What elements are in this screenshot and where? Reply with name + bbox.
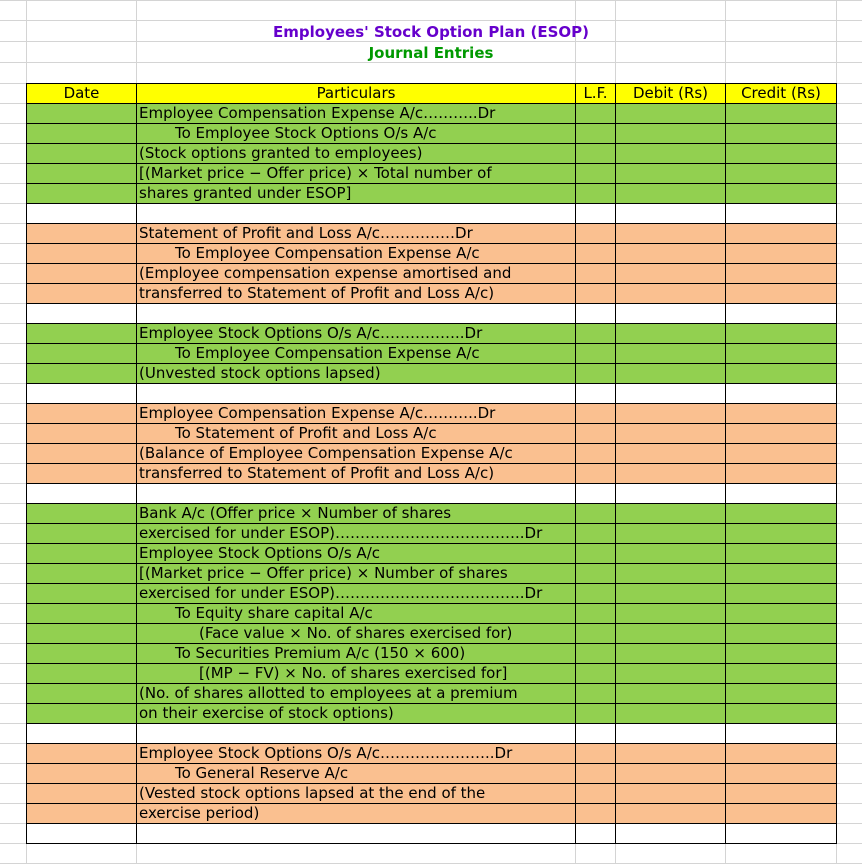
particulars-cell[interactable]: Bank A/c (Offer price × Number of shares — [137, 504, 576, 524]
particulars-cell[interactable] — [137, 384, 576, 404]
debit-cell[interactable] — [616, 124, 726, 144]
debit-cell[interactable] — [616, 724, 726, 744]
particulars-cell[interactable]: (Vested stock options lapsed at the end of the — [137, 784, 576, 804]
journal-row — [27, 664, 837, 684]
date-cell[interactable] — [27, 324, 137, 344]
debit-cell[interactable] — [616, 564, 726, 584]
particulars-cell[interactable]: To Equity share capital A/c — [137, 604, 576, 624]
credit-cell[interactable] — [726, 824, 837, 844]
journal-row — [27, 184, 837, 204]
lf-cell[interactable] — [576, 144, 616, 164]
credit-cell[interactable] — [726, 284, 837, 304]
particulars-cell[interactable]: transferred to Statement of Profit and Loss A/c) — [137, 464, 576, 484]
credit-cell[interactable] — [726, 224, 837, 244]
blank-row — [27, 304, 837, 324]
credit-cell[interactable] — [726, 784, 837, 804]
lf-cell[interactable] — [576, 304, 616, 324]
credit-cell[interactable] — [726, 524, 837, 544]
credit-cell[interactable] — [726, 724, 837, 744]
date-cell[interactable] — [27, 564, 137, 584]
debit-cell[interactable] — [616, 584, 726, 604]
header-particulars[interactable]: Particulars — [137, 84, 576, 104]
lf-cell[interactable] — [576, 504, 616, 524]
lf-cell[interactable] — [576, 264, 616, 284]
credit-cell[interactable] — [726, 484, 837, 504]
debit-cell[interactable] — [616, 284, 726, 304]
journal-row — [27, 104, 837, 124]
credit-cell[interactable] — [726, 624, 837, 644]
header-credit[interactable]: Credit (Rs) — [726, 84, 837, 104]
credit-cell[interactable] — [726, 184, 837, 204]
blank-row — [27, 484, 837, 504]
debit-cell[interactable] — [616, 304, 726, 324]
date-cell[interactable] — [27, 764, 137, 784]
blank-row — [27, 204, 837, 224]
debit-cell[interactable] — [616, 604, 726, 624]
journal-row — [27, 704, 837, 724]
lf-cell[interactable] — [576, 244, 616, 264]
debit-cell[interactable] — [616, 204, 726, 224]
credit-cell[interactable] — [726, 324, 837, 344]
particulars-cell[interactable]: Employee Stock Options O/s A/c — [137, 544, 576, 564]
particulars-cell[interactable]: on their exercise of stock options) — [137, 704, 576, 724]
journal-row — [27, 264, 837, 284]
particulars-cell[interactable]: To Statement of Profit and Loss A/c — [137, 424, 576, 444]
debit-cell[interactable] — [616, 144, 726, 164]
date-cell[interactable] — [27, 644, 137, 664]
particulars-cell[interactable]: exercised for under ESOP)………………………………..Dr — [137, 524, 576, 544]
lf-cell[interactable] — [576, 584, 616, 604]
header-row — [27, 84, 837, 104]
journal-row — [27, 564, 837, 584]
journal-row — [27, 644, 837, 664]
date-cell[interactable] — [27, 144, 137, 164]
credit-cell[interactable] — [726, 564, 837, 584]
page-title: Employees' Stock Option Plan (ESOP) — [273, 23, 589, 41]
particulars-cell[interactable]: Employee Stock Options O/s A/c…………………..Dr — [137, 744, 576, 764]
lf-cell[interactable] — [576, 184, 616, 204]
date-cell[interactable] — [27, 364, 137, 384]
particulars-cell[interactable]: [(MP − FV) × No. of shares exercised for] — [137, 664, 576, 684]
lf-cell[interactable] — [576, 704, 616, 724]
debit-cell[interactable] — [616, 544, 726, 564]
date-cell[interactable] — [27, 204, 137, 224]
credit-cell[interactable] — [726, 144, 837, 164]
journal-row — [27, 764, 837, 784]
particulars-cell[interactable]: Employee Stock Options O/s A/c……………..Dr — [137, 324, 576, 344]
credit-cell[interactable] — [726, 364, 837, 384]
particulars-cell[interactable] — [137, 724, 576, 744]
credit-cell[interactable] — [726, 164, 837, 184]
particulars-cell[interactable]: (Unvested stock options lapsed) — [137, 364, 576, 384]
particulars-cell[interactable]: Statement of Profit and Loss A/c……………Dr — [137, 224, 576, 244]
credit-cell[interactable] — [726, 644, 837, 664]
particulars-cell[interactable]: (Stock options granted to employees) — [137, 144, 576, 164]
particulars-cell[interactable] — [137, 204, 576, 224]
journal-row — [27, 804, 837, 824]
debit-cell[interactable] — [616, 484, 726, 504]
credit-cell[interactable] — [726, 604, 837, 624]
credit-cell[interactable] — [726, 344, 837, 364]
journal-row — [27, 144, 837, 164]
date-cell[interactable] — [27, 164, 137, 184]
particulars-cell[interactable]: To Employee Compensation Expense A/c — [137, 244, 576, 264]
date-cell[interactable] — [27, 124, 137, 144]
credit-cell[interactable] — [726, 804, 837, 824]
lf-cell[interactable] — [576, 104, 616, 124]
credit-cell[interactable] — [726, 744, 837, 764]
debit-cell[interactable] — [616, 244, 726, 264]
credit-cell[interactable] — [726, 664, 837, 684]
debit-cell[interactable] — [616, 704, 726, 724]
debit-cell[interactable] — [616, 644, 726, 664]
credit-cell[interactable] — [726, 764, 837, 784]
date-cell[interactable] — [27, 104, 137, 124]
journal-row — [27, 244, 837, 264]
credit-cell[interactable] — [726, 404, 837, 424]
lf-cell[interactable] — [576, 324, 616, 344]
journal-row — [27, 464, 837, 484]
date-cell[interactable] — [27, 604, 137, 624]
date-cell[interactable] — [27, 684, 137, 704]
date-cell[interactable] — [27, 824, 137, 844]
date-cell[interactable] — [27, 584, 137, 604]
lf-cell[interactable] — [576, 524, 616, 544]
journal-row — [27, 684, 837, 704]
lf-cell[interactable] — [576, 664, 616, 684]
date-cell[interactable] — [27, 384, 137, 404]
particulars-cell[interactable]: To Employee Stock Options O/s A/c — [137, 124, 576, 144]
blank-row — [27, 724, 837, 744]
debit-cell[interactable] — [616, 364, 726, 384]
journal-row — [27, 224, 837, 244]
journal-row — [27, 584, 837, 604]
journal-row — [27, 784, 837, 804]
journal-row — [27, 344, 837, 364]
date-cell[interactable] — [27, 224, 137, 244]
credit-cell[interactable] — [726, 204, 837, 224]
journal-row — [27, 324, 837, 344]
date-cell[interactable] — [27, 404, 137, 424]
journal-row — [27, 744, 837, 764]
journal-row — [27, 284, 837, 304]
particulars-cell[interactable]: Employee Compensation Expense A/c………..Dr — [137, 404, 576, 424]
lf-cell[interactable] — [576, 804, 616, 824]
date-cell[interactable] — [27, 264, 137, 284]
credit-cell[interactable] — [726, 544, 837, 564]
lf-cell[interactable] — [576, 364, 616, 384]
journal-row — [27, 444, 837, 464]
journal-row — [27, 364, 837, 384]
debit-cell[interactable] — [616, 104, 726, 124]
date-cell[interactable] — [27, 304, 137, 324]
lf-cell[interactable] — [576, 624, 616, 644]
particulars-cell[interactable] — [137, 304, 576, 324]
date-cell[interactable] — [27, 784, 137, 804]
debit-cell[interactable] — [616, 824, 726, 844]
journal-row — [27, 124, 837, 144]
lf-cell[interactable] — [576, 784, 616, 804]
date-cell[interactable] — [27, 524, 137, 544]
lf-cell[interactable] — [576, 484, 616, 504]
debit-cell[interactable] — [616, 784, 726, 804]
date-cell[interactable] — [27, 664, 137, 684]
particulars-cell[interactable]: shares granted under ESOP] — [137, 184, 576, 204]
debit-cell[interactable] — [616, 424, 726, 444]
date-cell[interactable] — [27, 444, 137, 464]
debit-cell[interactable] — [616, 504, 726, 524]
debit-cell[interactable] — [616, 344, 726, 364]
debit-cell[interactable] — [616, 684, 726, 704]
particulars-cell[interactable]: transferred to Statement of Profit and Loss A/c) — [137, 284, 576, 304]
lf-cell[interactable] — [576, 204, 616, 224]
lf-cell[interactable] — [576, 444, 616, 464]
header-date[interactable]: Date — [27, 84, 137, 104]
header-debit[interactable]: Debit (Rs) — [616, 84, 726, 104]
debit-cell[interactable] — [616, 744, 726, 764]
credit-cell[interactable] — [726, 244, 837, 264]
journal-row — [27, 624, 837, 644]
debit-cell[interactable] — [616, 384, 726, 404]
particulars-cell[interactable]: (Balance of Employee Compensation Expense A/c — [137, 444, 576, 464]
credit-cell[interactable] — [726, 124, 837, 144]
date-cell[interactable] — [27, 704, 137, 724]
date-cell[interactable] — [27, 724, 137, 744]
debit-cell[interactable] — [616, 184, 726, 204]
particulars-cell[interactable]: To Employee Compensation Expense A/c — [137, 344, 576, 364]
credit-cell[interactable] — [726, 384, 837, 404]
journal-row — [27, 424, 837, 444]
debit-cell[interactable] — [616, 164, 726, 184]
particulars-cell[interactable]: (Face value × No. of shares exercised for) — [137, 624, 576, 644]
particulars-cell[interactable] — [137, 484, 576, 504]
date-cell[interactable] — [27, 244, 137, 264]
journal-row — [27, 504, 837, 524]
journal-row — [27, 544, 837, 564]
lf-cell[interactable] — [576, 404, 616, 424]
lf-cell[interactable] — [576, 744, 616, 764]
debit-cell[interactable] — [616, 264, 726, 284]
particulars-cell[interactable]: (No. of shares allotted to employees at a premium — [137, 684, 576, 704]
header-lf[interactable]: L.F. — [576, 84, 616, 104]
journal-row — [27, 524, 837, 544]
lf-cell[interactable] — [576, 344, 616, 364]
date-cell[interactable] — [27, 804, 137, 824]
date-cell[interactable] — [27, 184, 137, 204]
credit-cell[interactable] — [726, 504, 837, 524]
particulars-cell[interactable] — [137, 824, 576, 844]
date-cell[interactable] — [27, 624, 137, 644]
credit-cell[interactable] — [726, 264, 837, 284]
credit-cell[interactable] — [726, 304, 837, 324]
lf-cell[interactable] — [576, 544, 616, 564]
debit-cell[interactable] — [616, 324, 726, 344]
particulars-cell[interactable]: Employee Compensation Expense A/c………..Dr — [137, 104, 576, 124]
credit-cell[interactable] — [726, 464, 837, 484]
particulars-cell[interactable]: To General Reserve A/c — [137, 764, 576, 784]
lf-cell[interactable] — [576, 384, 616, 404]
date-cell[interactable] — [27, 344, 137, 364]
date-cell[interactable] — [27, 484, 137, 504]
journal-table — [26, 83, 837, 844]
debit-cell[interactable] — [616, 804, 726, 824]
lf-cell[interactable] — [576, 164, 616, 184]
lf-cell[interactable] — [576, 124, 616, 144]
debit-cell[interactable] — [616, 464, 726, 484]
particulars-cell[interactable]: exercise period) — [137, 804, 576, 824]
debit-cell[interactable] — [616, 444, 726, 464]
lf-cell[interactable] — [576, 604, 616, 624]
lf-cell[interactable] — [576, 464, 616, 484]
journal-row — [27, 604, 837, 624]
date-cell[interactable] — [27, 504, 137, 524]
credit-cell[interactable] — [726, 104, 837, 124]
date-cell[interactable] — [27, 424, 137, 444]
page-subtitle: Journal Entries — [368, 44, 494, 62]
blank-row — [27, 384, 837, 404]
credit-cell[interactable] — [726, 444, 837, 464]
lf-cell[interactable] — [576, 684, 616, 704]
particulars-cell[interactable]: [(Market price − Offer price) × Number of shares — [137, 564, 576, 584]
lf-cell[interactable] — [576, 564, 616, 584]
debit-cell[interactable] — [616, 224, 726, 244]
credit-cell[interactable] — [726, 704, 837, 724]
lf-cell[interactable] — [576, 284, 616, 304]
journal-row — [27, 164, 837, 184]
debit-cell[interactable] — [616, 404, 726, 424]
particulars-cell[interactable]: [(Market price − Offer price) × Total number of — [137, 164, 576, 184]
lf-cell[interactable] — [576, 824, 616, 844]
lf-cell[interactable] — [576, 724, 616, 744]
debit-cell[interactable] — [616, 664, 726, 684]
journal-row — [27, 404, 837, 424]
date-cell[interactable] — [27, 284, 137, 304]
credit-cell[interactable] — [726, 684, 837, 704]
date-cell[interactable] — [27, 464, 137, 484]
lf-cell[interactable] — [576, 224, 616, 244]
particulars-cell[interactable]: (Employee compensation expense amortised and — [137, 264, 576, 284]
debit-cell[interactable] — [616, 764, 726, 784]
credit-cell[interactable] — [726, 424, 837, 444]
lf-cell[interactable] — [576, 764, 616, 784]
particulars-cell[interactable]: To Securities Premium A/c (150 × 600) — [137, 644, 576, 664]
date-cell[interactable] — [27, 544, 137, 564]
credit-cell[interactable] — [726, 584, 837, 604]
debit-cell[interactable] — [616, 624, 726, 644]
debit-cell[interactable] — [616, 524, 726, 544]
lf-cell[interactable] — [576, 644, 616, 664]
date-cell[interactable] — [27, 744, 137, 764]
blank-row — [27, 824, 837, 844]
lf-cell[interactable] — [576, 424, 616, 444]
particulars-cell[interactable]: exercised for under ESOP)………………………………..Dr — [137, 584, 576, 604]
